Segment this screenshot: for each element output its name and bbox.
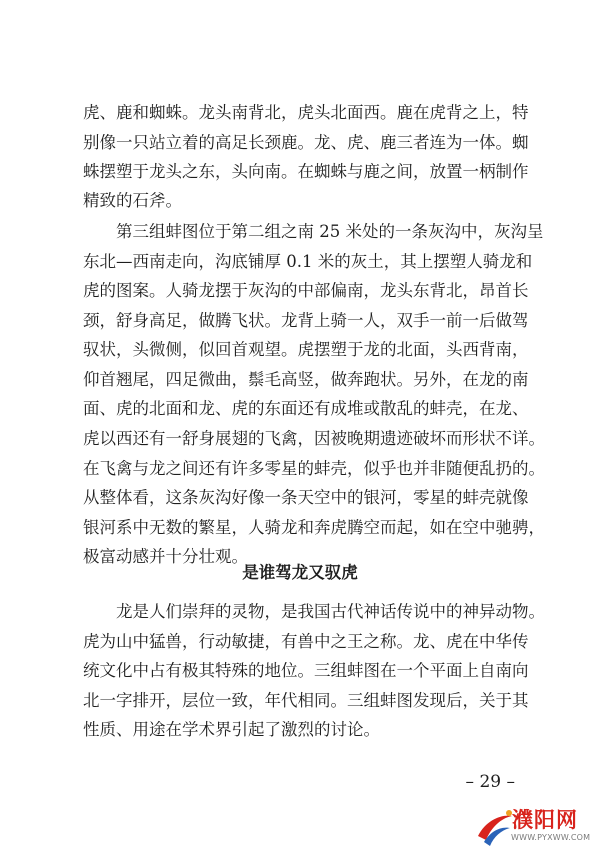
watermark-name: 濮阳网 (512, 808, 578, 832)
paragraph-2-line-10: 从整体看，这条灰沟好像一条天空中的银河，零星的蚌壳就像 (83, 488, 529, 507)
paragraph-1-line-3: 蛛摆塑于龙头之东，头向南。在蜘蛛与鹿之间，放置一柄制作 (83, 162, 529, 181)
paragraph-1-line-4: 精致的石斧。 (83, 191, 182, 210)
paragraph-1-line-1: 虎、鹿和蜘蛛。龙头南背北，虎头北面西。鹿在虎背之上，特 (83, 103, 529, 122)
swoosh-logo-icon (472, 806, 516, 848)
paragraph-1-line-2: 别像一只站立着的高足长颈鹿。龙、虎、鹿三者连为一体。蜘 (83, 133, 529, 152)
paragraph-3-line-4: 北一字排开，层位一致，年代相同。三组蚌图发现后，关于其 (83, 691, 529, 710)
watermark-url: WWW.PYXWW.COM (511, 833, 591, 842)
paragraph-3-line-3: 统文化中占有极其特殊的地位。三组蚌图在一个平面上自南向 (83, 661, 529, 680)
paragraph-2-line-8: 虎以西还有一舒身展翅的飞禽，因被晚期遗迹破坏而形状不详。 (83, 429, 545, 448)
paragraph-2-line-9: 在飞禽与龙之间还有许多零星的蚌壳，似乎也并非随便乱扔的。 (83, 459, 545, 478)
paragraph-2-line-11: 银河系中无数的繁星，人骑龙和奔虎腾空而起，如在空中驰骋， (83, 518, 545, 537)
paragraph-2-line-12: 极富动感并十分壮观。 (83, 547, 248, 566)
paragraph-2-line-2: 东北—西南走向，沟底铺厚 0.1 米的灰土，其上摆塑人骑龙和 (83, 252, 533, 271)
site-watermark (472, 806, 600, 848)
paragraph-2-line-1: 第三组蚌图位于第二组之南 25 米处的一条灰沟中，灰沟呈 (83, 222, 544, 241)
paragraph-3-line-2: 虎为山中猛兽，行动敏捷，有兽中之王之称。龙、虎在中华传 (83, 632, 529, 651)
page-number: – 29 – (465, 772, 515, 792)
paragraph-2-line-6: 仰首翘尾，四足微曲，鬃毛高竖，做奔跑状。另外，在龙的南 (83, 370, 529, 389)
paragraph-2-line-3: 虎的图案。人骑龙摆于灰沟的中部偏南，龙头东背北，昂首长 (83, 281, 529, 300)
paragraph-3-line-5: 性质、用途在学术界引起了激烈的讨论。 (83, 720, 380, 739)
paragraph-2-line-4: 颈，舒身高足，做腾飞状。龙背上骑一人，双手一前一后做驾 (83, 311, 529, 330)
paragraph-2-line-5: 驭状，头微侧，似回首观望。虎摆塑于龙的北面，头西背南， (83, 340, 529, 359)
paragraph-2-line-7: 面、虎的北面和龙、虎的东面还有成堆或散乱的蚌壳，在龙、 (83, 399, 529, 418)
section-heading: 是谁驾龙又驭虎 (242, 563, 358, 582)
paragraph-3-line-1: 龙是人们崇拜的灵物，是我国古代神话传说中的神异动物。 (83, 602, 545, 621)
